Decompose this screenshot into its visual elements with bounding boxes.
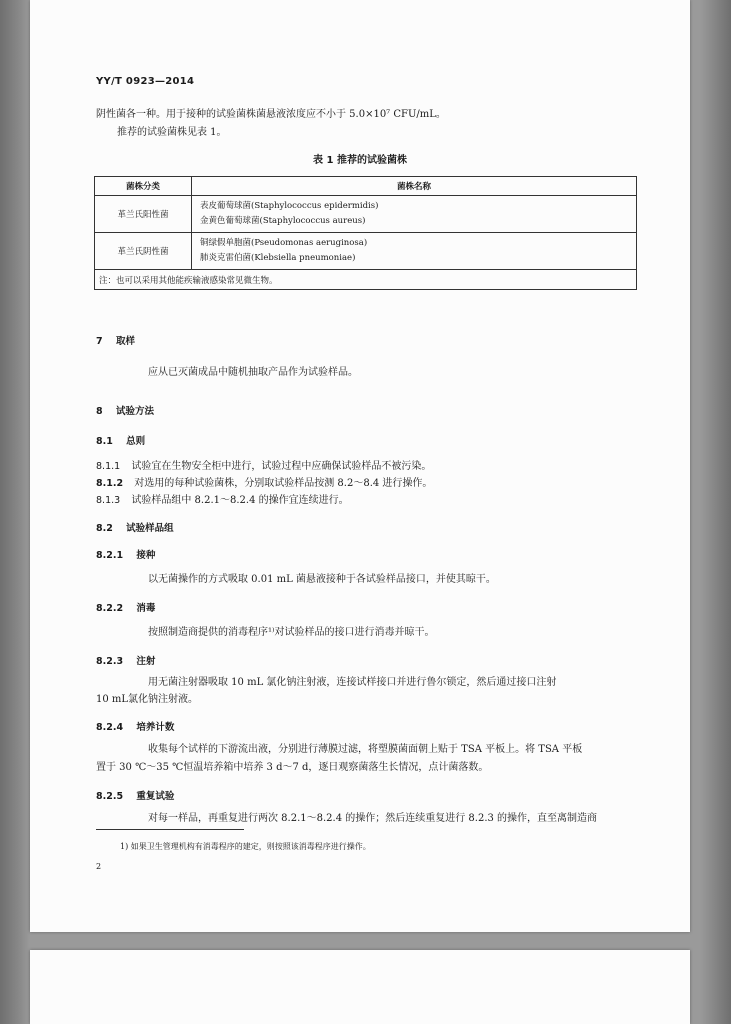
section-8-2-1-heading	[96, 547, 155, 561]
clause-text: 试验样品组中 8.2.1～8.2.4 的操作宜连续进行。	[131, 495, 349, 506]
clause-number: 8.1.1	[96, 461, 121, 472]
section-title: 接种	[136, 550, 156, 561]
clause-8-1-1	[96, 460, 431, 474]
next-page-preview	[30, 950, 690, 1024]
document-page	[30, 0, 690, 932]
standard-code-header: YY/T 0923—2014	[96, 76, 195, 87]
section-title: 总则	[126, 436, 146, 447]
section-number: 8.2.4	[96, 722, 124, 733]
table-cell-strains	[192, 196, 637, 233]
intro-paragraph-line1: 阴性菌各一种。用于接种的试验菌株菌悬液浓度应不小于 5.0×10⁷ CFU/mL。	[96, 109, 446, 120]
section-8-2-3-text-line1: 用无菌注射器吸取 10 mL 氯化钠注射液，连接试样接口并进行鲁尔锁定，然后通过接口注射	[148, 677, 557, 688]
section-8-2-1-text: 以无菌操作的方式吸取 0.01 mL 菌悬液接种于各试验样品接口，并使其晾干。	[148, 574, 496, 585]
section-7-text: 应从已灭菌成品中随机抽取产品作为试验样品。	[148, 367, 358, 378]
table-header-row	[95, 177, 637, 196]
section-title: 培养计数	[136, 722, 175, 733]
section-8-2-heading	[96, 520, 174, 534]
section-title: 消毒	[136, 603, 156, 614]
section-title: 试验样品组	[126, 523, 174, 534]
section-number: 8.2.5	[96, 791, 124, 802]
table-caption: 表 1 推荐的试验菌株	[313, 155, 407, 166]
clause-number: 8.1.3	[96, 495, 121, 506]
clause-text: 对选用的每种试验菌株，分别取试验样品按测 8.2～8.4 进行操作。	[134, 478, 433, 489]
footnote-divider	[96, 829, 244, 830]
intro-paragraph-line2: 推荐的试验菌株见表 1。	[117, 127, 227, 138]
clause-text: 试验宜在生物安全柜中进行，试验过程中应确保试验样品不被污染。	[131, 461, 432, 472]
section-title: 重复试验	[136, 791, 175, 802]
section-number: 8.2	[96, 523, 113, 534]
section-number: 8.1	[96, 436, 113, 447]
strain-name: 铜绿假单胞菌(Pseudomonas aeruginosa)	[200, 238, 368, 248]
section-number: 8	[96, 406, 103, 417]
page-number: 2	[96, 862, 102, 871]
section-8-2-2-text: 按照制造商提供的消毒程序¹⁾对试验样品的接口进行消毒并晾干。	[148, 627, 435, 638]
table-header-category: 菌株分类	[95, 177, 192, 196]
section-8-2-5-text-line1: 对每一样品，再重复进行两次 8.2.1～8.2.4 的操作；然后连续重复进行 8.2.3 的操作，直至离制造商	[148, 813, 598, 824]
footnote: 1) 如果卫生管理机构有消毒程序的建定，则按照该消毒程序进行操作。	[120, 842, 371, 851]
table-note-row	[95, 270, 637, 290]
section-number: 7	[96, 336, 103, 347]
table-note: 注：也可以采用其他能疾输液感染常见微生物。	[95, 270, 637, 290]
section-8-2-4-text-line1: 收集每个试样的下游流出液，分别进行薄膜过滤，将塑膜菌面朝上贴于 TSA 平板上。将 TSA 平板	[148, 744, 583, 755]
section-8-2-5-heading	[96, 788, 174, 802]
section-title: 试验方法	[115, 406, 154, 417]
section-7-heading	[96, 333, 135, 347]
section-number: 8.2.1	[96, 550, 124, 561]
recommended-strains-table	[94, 176, 637, 290]
table-row	[95, 233, 637, 270]
table-cell-category: 革兰氏阳性菌	[95, 196, 192, 233]
section-title: 注射	[136, 656, 156, 667]
strain-name: 金黄色葡萄球菌(Staphylococcus aureus)	[200, 216, 366, 226]
section-8-1-heading	[96, 433, 145, 447]
table-row	[95, 196, 637, 233]
clause-number: 8.1.2	[96, 478, 124, 489]
section-number: 8.2.2	[96, 603, 124, 614]
section-8-heading	[96, 403, 154, 417]
section-8-2-4-heading	[96, 719, 174, 733]
table-header-strain-name: 菌株名称	[192, 177, 637, 196]
clause-8-1-3	[96, 494, 349, 508]
strain-name: 表皮葡萄球菌(Staphylococcus epidermidis)	[200, 201, 379, 211]
section-8-2-3-text-line2: 10 mL氯化钠注射液。	[96, 694, 199, 705]
section-8-2-4-text-line2: 置于 30 ℃～35 ℃恒温培养箱中培养 3 d～7 d，逐日观察菌落生长情况，点计菌落数。	[96, 762, 489, 773]
clause-8-1-2	[96, 477, 432, 491]
table-cell-strains	[192, 233, 637, 270]
section-title: 取样	[115, 336, 135, 347]
strain-name: 肺炎克雷伯菌(Klebsiella pneumoniae)	[200, 253, 356, 263]
section-number: 8.2.3	[96, 656, 124, 667]
section-8-2-3-heading	[96, 653, 155, 667]
table-cell-category: 革兰氏阴性菌	[95, 233, 192, 270]
section-8-2-2-heading	[96, 600, 155, 614]
